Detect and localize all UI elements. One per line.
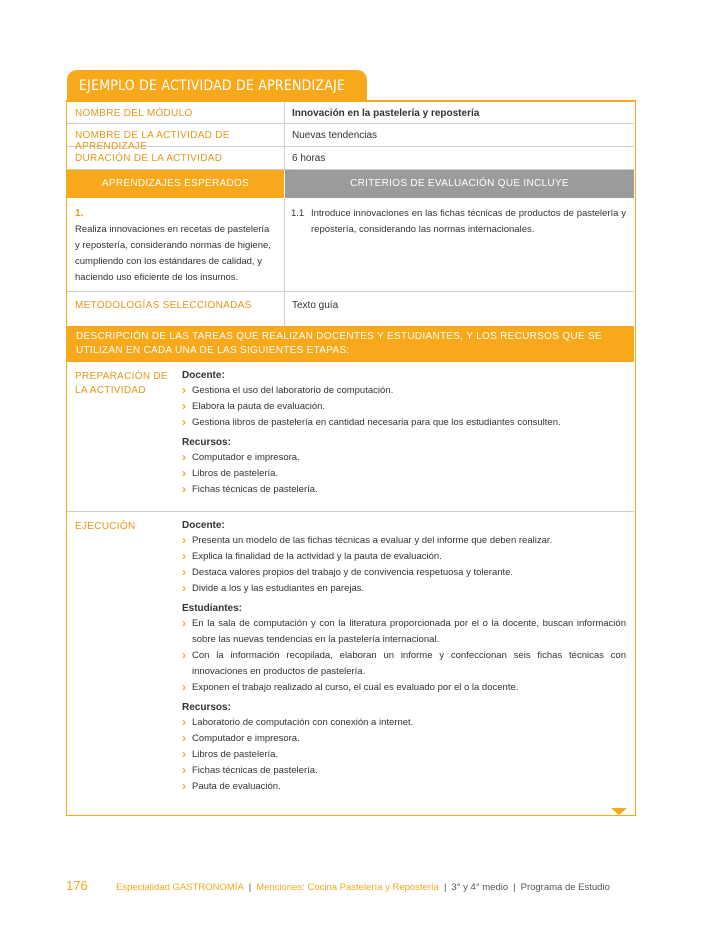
recursos-title: Recursos: [182,437,231,448]
list-item: › Elabora la pauta de evaluación. [182,399,626,415]
list-item: › Presenta un modelo de las fichas técnicas a evaluar y del informe que deben realizar. [182,533,626,549]
info-label: NOMBRE DEL MÓDULO [67,102,285,123]
estudiantes-title: Estudiantes: [182,603,243,614]
criterio-cell [285,198,634,291]
footer-menciones: Menciones: Cocina Pastelería y Repostería [256,882,439,893]
methodology-row [67,292,634,326]
tasks-description-banner: DESCRIPCIÓN DE LAS TAREAS QUE REALIZAN DOCENTES Y ESTUDIANTES, Y LOS RECURSOS QUE SE UTILIZAN EN CADA UNA DE LAS SIGUIENTES ETAPAS: [67,326,634,362]
aprendizajes-header: APRENDIZAJES ESPERADOS [67,170,285,198]
preparation-label: PREPARACIÓN DE LA ACTIVIDAD [75,371,168,396]
info-row-duration [67,147,634,170]
list-item: › Libros de pastelería. [182,466,626,482]
aprendizaje-number: 1. [75,208,84,219]
page-number: 176 [66,878,88,893]
list-item: › Gestiona libros de pastelería en cantidad necesaria para que los estudiantes consulten. [182,415,626,431]
list-item: › Pauta de evaluación. [182,779,626,795]
list-item: › Exponen el trabajo realizado al curso, el cual es evaluado por el o la docente. [182,680,626,696]
continue-arrow-icon [611,808,627,815]
execution-label: EJECUCIÓN [75,521,136,532]
execution-section [67,512,634,812]
footer-programa: Programa de Estudio [520,882,610,893]
info-value: Innovación en la pastelería y repostería [292,108,480,119]
list-item: › En la sala de computación y con la literatura proporcionada por el o la docente, buscan información sobre las nuevas tendencias en la pastelería internacional. [182,616,626,648]
aprendizaje-cell [67,198,285,291]
list-item: › Computador e impresora. [182,450,626,466]
footer-separator: | [248,882,252,893]
methodology-value: Texto guía [292,300,339,311]
info-label: DURACIÓN DE LA ACTIVIDAD [67,147,285,169]
info-value: Nuevas tendencias [292,130,378,141]
learning-header-row [67,170,634,198]
recursos-title: Recursos: [182,702,231,713]
execution-content [177,512,634,812]
list-item: › Laboratorio de computación con conexión a internet. [182,715,626,731]
list-item: › Destaca valores propios del trabajo y de convivencia respetuosa y tolerante. [182,565,626,581]
footer-especialidad: Especialidad GASTRONOMÍA [116,882,244,893]
docente-title: Docente: [182,520,225,531]
docente-title: Docente: [182,370,225,381]
list-item: › Gestiona el uso del laboratorio de computación. [182,383,626,399]
footer-nivel: 3° y 4° medio [451,882,509,893]
page-footer [66,878,666,893]
estudiantes-list [182,616,626,696]
list-item: › Fichas técnicas de pastelería. [182,482,626,498]
criterios-header: CRITERIOS DE EVALUACIÓN QUE INCLUYE [285,170,634,198]
footer-separator: | [513,882,516,893]
criterio-text: Introduce innovaciones en las fichas técnicas de productos de pastelería y repostería, considerando las normas internacionales. [311,208,626,235]
info-label: NOMBRE DE LA ACTIVIDAD DE APRENDIZAJE [67,124,285,146]
footer-separator: | [443,882,447,893]
activity-title-tab: EJEMPLO DE ACTIVIDAD DE APRENDIZAJE [67,70,367,102]
docente-list [182,383,626,431]
preparation-section [67,362,634,512]
preparation-content [177,362,634,512]
list-item: › Libros de pastelería. [182,747,626,763]
learning-content-row [67,198,634,292]
recursos-list [182,450,626,498]
info-row-activity [67,124,634,152]
info-row-module [67,102,634,124]
recursos-list [182,715,626,795]
docente-list [182,533,626,597]
list-item: › Explica la finalidad de la actividad y la pauta de evaluación. [182,549,626,565]
aprendizaje-text: Realiza innovaciones en recetas de pastelería y repostería, considerando normas de higiene, cumpliendo con los estándares de calidad, y haciendo uso eficiente de los insumos. [75,224,271,283]
list-item: › Con la información recopilada, elaboran un informe y confeccionan seis fichas técnicas con innovaciones en productos de pastelería. [182,648,626,680]
info-value: 6 horas [292,153,326,164]
criterio-number: 1.1 [291,208,305,219]
list-item: › Divide a los y las estudiantes en parejas. [182,581,626,597]
methodology-label: METODOLOGÍAS SELECCIONADAS [67,292,285,326]
list-item: › Computador e impresora. [182,731,626,747]
list-item: › Fichas técnicas de pastelería. [182,763,626,779]
activity-table [66,100,636,816]
